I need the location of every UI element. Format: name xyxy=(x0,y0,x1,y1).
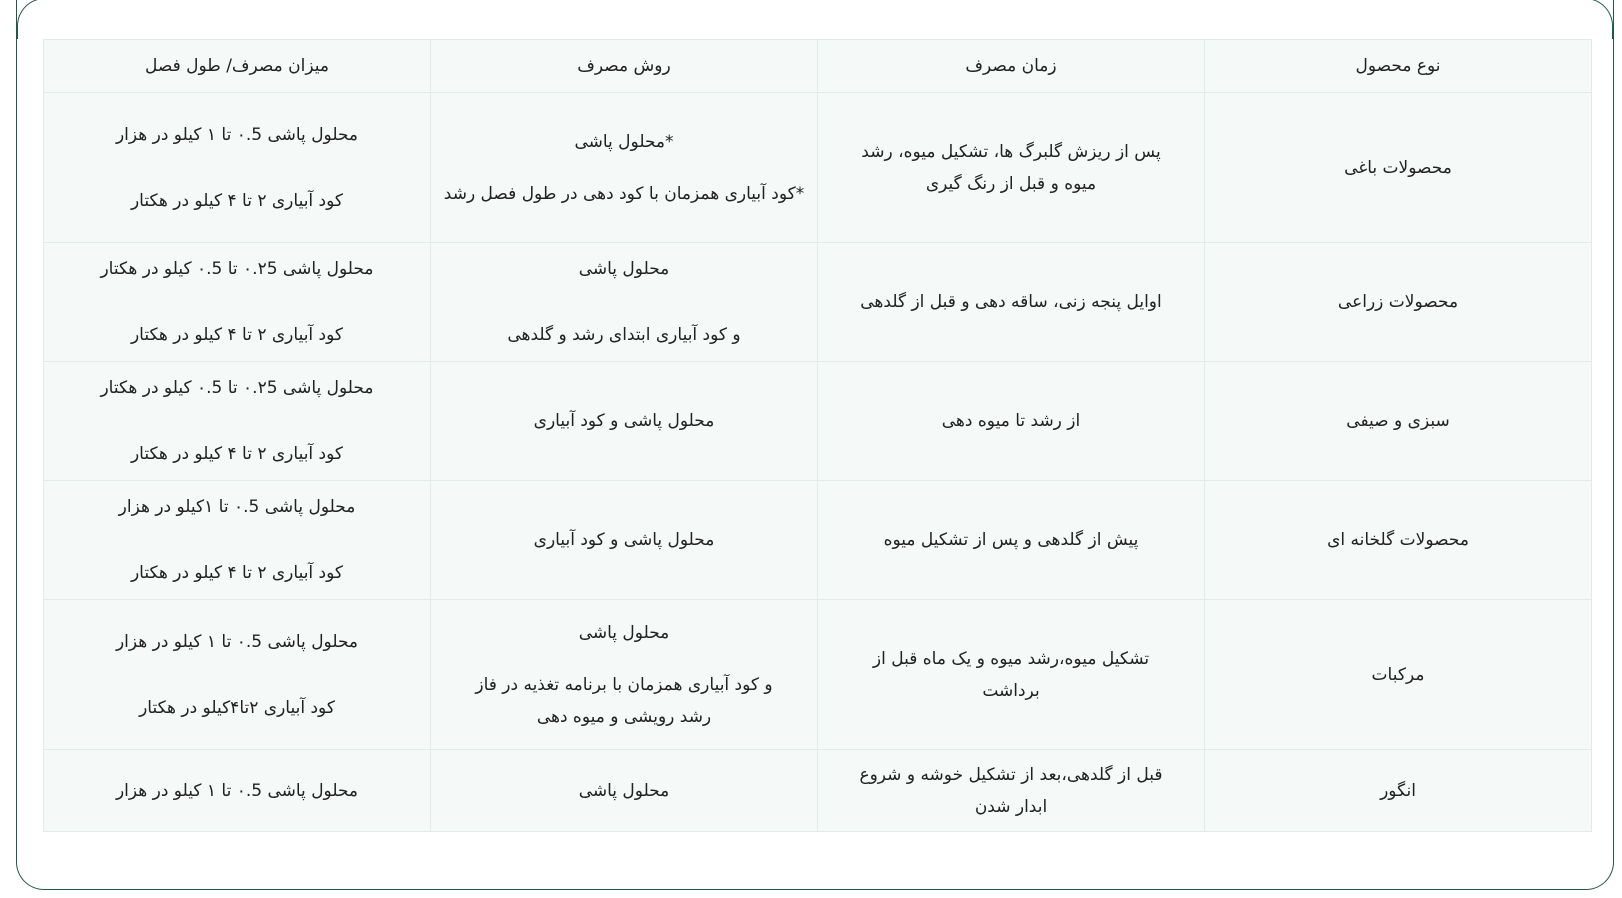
cell-method: محلول پاشی و کود آبیاری xyxy=(431,481,818,600)
amount-line: کود آبیاری ۲ تا ۴ کیلو در هکتار xyxy=(130,563,344,583)
cell-product: سبزی و صیفی xyxy=(1205,362,1592,481)
cell-amount: محلول پاشی ۰.5 تا ۱ کیلو در هزار xyxy=(44,750,431,832)
cell-amount xyxy=(44,93,431,243)
amount-line: کود آبیاری ۲تا۴کیلو در هکتار xyxy=(139,697,335,718)
header-usage-method: روش مصرف xyxy=(431,40,818,93)
method-line: و کود آبیاری ابتدای رشد و گلدهی xyxy=(507,325,741,345)
amount-line: محلول پاشی ۰.۲5 تا ۰.5 کیلو در هکتار xyxy=(100,378,374,398)
amount-line: محلول پاشی ۰.5 تا ۱ کیلو در هزار xyxy=(115,124,359,145)
method-line: *محلول پاشی xyxy=(574,131,674,152)
cell-method: محلول پاشی xyxy=(431,750,818,832)
cell-method xyxy=(431,600,818,750)
amount-line: کود آبیاری ۲ تا ۴ کیلو در هکتار xyxy=(130,190,344,211)
amount-line: کود آبیاری ۲ تا ۴ کیلو در هکتار xyxy=(130,444,344,464)
cell-product: محصولات گلخانه ای xyxy=(1205,481,1592,600)
cell-method xyxy=(431,243,818,362)
cell-amount xyxy=(44,362,431,481)
table-row xyxy=(44,243,1592,362)
method-line: و کود آبیاری همزمان با برنامه تغذیه در فاز رشد رویشی و میوه دهی xyxy=(475,674,773,727)
amount-line: محلول پاشی ۰.۲5 تا ۰.5 کیلو در هکتار xyxy=(100,259,374,279)
table-row xyxy=(44,481,1592,600)
cell-time: قبل از گلدهی،بعد از تشکیل خوشه و شروع ابدار شدن xyxy=(818,750,1205,832)
cell-time: پس از ریزش گلبرگ ها، تشکیل میوه، رشد میوه و قبل از رنگ گیری xyxy=(818,93,1205,243)
method-line: *کود آبیاری همزمان با کود دهی در طول فصل رشد xyxy=(443,183,805,204)
header-product-type: نوع محصول xyxy=(1205,40,1592,93)
table-row xyxy=(44,750,1592,832)
usage-table xyxy=(43,39,1592,832)
cell-amount xyxy=(44,481,431,600)
amount-line: محلول پاشی ۰.5 تا ۱کیلو در هزار xyxy=(118,497,356,517)
cell-product: مرکبات xyxy=(1205,600,1592,750)
cell-method: محلول پاشی و کود آبیاری xyxy=(431,362,818,481)
cell-time: از رشد تا میوه دهی xyxy=(818,362,1205,481)
header-usage-time: زمان مصرف xyxy=(818,40,1205,93)
cell-product: انگور xyxy=(1205,750,1592,832)
cell-amount xyxy=(44,243,431,362)
table-row xyxy=(44,93,1592,243)
header-usage-amount: میزان مصرف/ طول فصل xyxy=(44,40,431,93)
cell-product: محصولات زراعی xyxy=(1205,243,1592,362)
table-row xyxy=(44,362,1592,481)
table-header-row xyxy=(44,40,1592,93)
amount-line: کود آبیاری ۲ تا ۴ کیلو در هکتار xyxy=(130,325,344,345)
cell-time: تشکیل میوه،رشد میوه و یک ماه قبل از برداشت xyxy=(818,600,1205,750)
amount-line: محلول پاشی ۰.5 تا ۱ کیلو در هزار xyxy=(115,631,359,652)
cell-method xyxy=(431,93,818,243)
table-row xyxy=(44,600,1592,750)
cell-time: اوایل پنجه زنی، ساقه دهی و قبل از گلدهی xyxy=(818,243,1205,362)
cell-product: محصولات باغی xyxy=(1205,93,1592,243)
cell-amount xyxy=(44,600,431,750)
method-line: محلول پاشی xyxy=(578,259,670,279)
cell-time: پیش از گلدهی و پس از تشکیل میوه xyxy=(818,481,1205,600)
method-line: محلول پاشی xyxy=(578,622,670,643)
